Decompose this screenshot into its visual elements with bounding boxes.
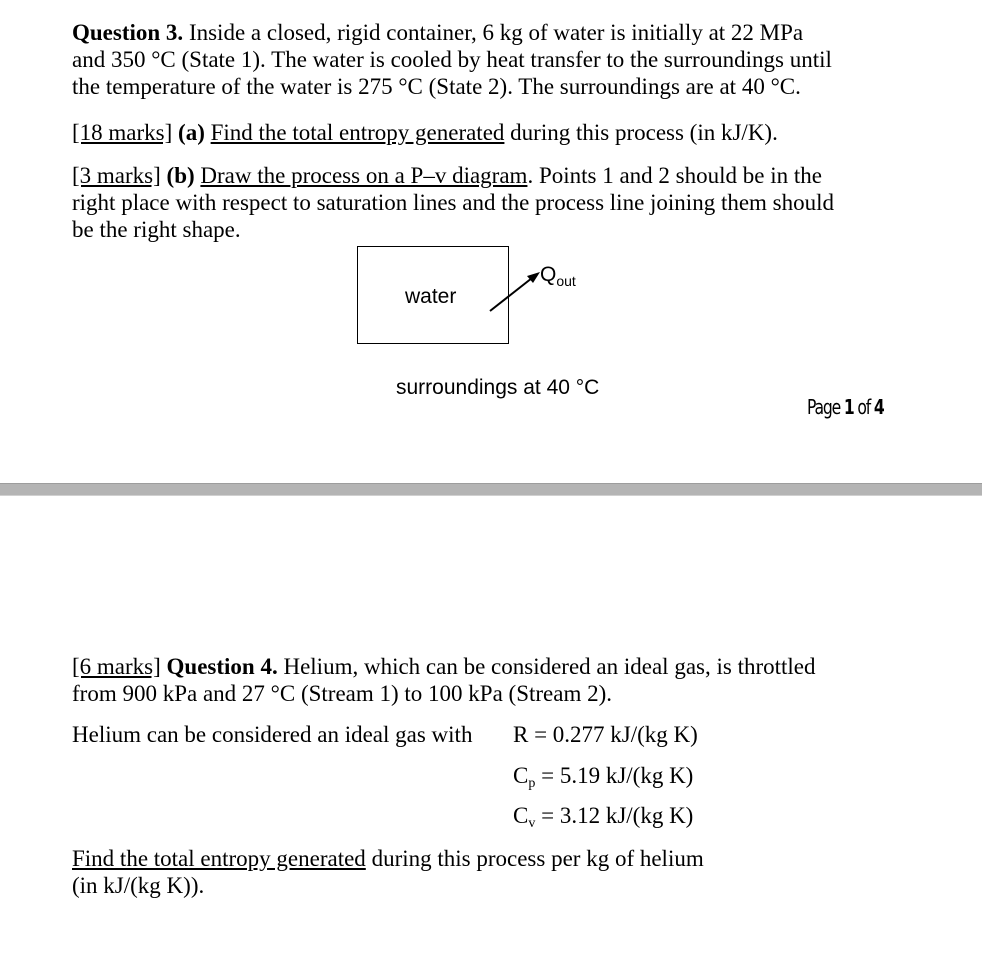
q3b-task: Draw the process on a P–v diagram [200,163,528,188]
q4-find-task: Find the total entropy generated [72,846,366,871]
r-equation: R = 0.277 kJ/(kg K) [513,722,698,747]
page-divider [0,483,982,496]
q3-line2: and 350 °C (State 1). The water is cooled by heat transfer to the surroundings until [72,47,832,72]
heat-out-arrow-icon [486,266,544,316]
q4-intro [72,653,816,707]
q3a-rest: during this process (in kJ/K). [504,120,778,145]
q4-find-rest: during this process per kg of helium [365,846,704,871]
surroundings-label: surroundings at 40 °C [396,376,600,399]
q4-line2: from 900 kPa and 27 °C (Stream 1) to 100 kPa (Stream 2). [72,681,613,706]
cp-equation: $C_p = 5.19$ kJ/(kg K) [513,763,694,791]
q-out-label: $Q_{out}$ [540,263,576,289]
water-label: water [405,285,457,308]
q4-ideal-gas-text: Helium can be considered an ideal gas with [72,722,473,747]
q4-line1: Helium, which can be considered an ideal gas, is throttled [277,654,816,679]
q3-title: Question 3. [72,20,184,45]
q3b-marks: [3 marks] [72,163,161,188]
q3-part-b [72,162,834,243]
page-number: Page 1 of 4 [807,395,884,419]
q3-part-a [72,119,778,146]
q3-line3: the temperature of the water is 275 °C (State 2). The surroundings are at 40 °C. [72,74,801,99]
cv-equation: $C_v = 3.12$ kJ/(kg K) [513,803,694,831]
q4-marks: [6 marks] [72,654,161,679]
q4-title: Question 4. [166,654,278,679]
q3b-rest: . Points 1 and 2 should be in the [527,163,822,188]
q4-find-line2: (in kJ/(kg K)). [72,873,205,898]
q3-intro [72,19,832,100]
q4-task [72,845,704,899]
q3b-line2: right place with respect to saturation lines and the process line joining them should [72,190,835,215]
q3a-label: (a) [178,120,205,145]
q3b-line3: be the right shape. [72,217,241,242]
q3b-label: (b) [166,163,195,188]
q3-line1: Inside a closed, rigid container, 6 kg of water is initially at 22 MPa [183,20,804,45]
q3a-marks: [18 marks] [72,120,173,145]
q3a-task: Find the total entropy generated [210,120,505,145]
